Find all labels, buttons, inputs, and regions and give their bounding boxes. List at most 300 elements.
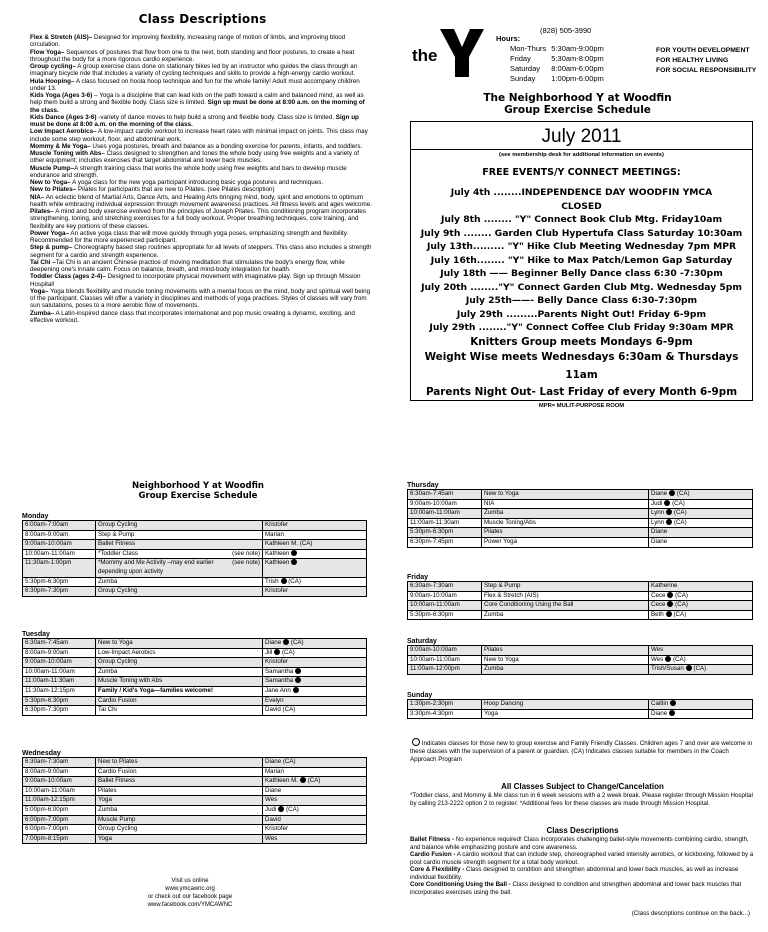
day-label: Wednesday	[22, 750, 61, 757]
class-name: Ballet Fitness	[98, 540, 136, 548]
class-cell	[96, 667, 263, 677]
class-name: New to Yoga	[484, 655, 519, 663]
instructor-cell	[263, 786, 367, 796]
class-description-item: Pilates– A mind and body exercise evolved from the principles of Joseph Pilates. This conditioning program incorporates strengthening, toning, and stretching exercises for a full body workout. Proper breathing techniques, core training, and flexibility are key portions of these classes.	[30, 208, 366, 230]
smiley-icon	[291, 550, 297, 556]
instructor-name: David	[265, 706, 281, 714]
time-cell: 6:00am-7:00am	[23, 521, 96, 531]
instructor-name: Kristofer	[265, 587, 289, 595]
instructor-name: Marian	[265, 530, 284, 538]
class-description-item: Core & Flexibility - Class designed to condition and strengthen abdominal and lower back muscles, as well as increase individual flexibility.	[410, 866, 739, 881]
saturday-section	[407, 638, 753, 675]
coach-approach-tag: (CA)	[671, 655, 686, 663]
time-cell: 9:00am-10:00am	[408, 646, 482, 656]
table-row	[23, 639, 367, 649]
parents-night-line: Parents Night Out- Last Friday of every Month 6-9pm	[425, 385, 738, 398]
class-cell	[96, 577, 263, 587]
class-name: Muscle Toning/Abs	[484, 518, 536, 526]
class-description-item: Core Conditioning Using the Ball - Class designed to condition and strengthen abdominal and lower back muscles that incorporates exercises using the ball.	[410, 881, 742, 896]
table-row	[23, 667, 367, 677]
smiley-icon	[291, 559, 297, 565]
instructor-name: Samantha	[265, 667, 294, 675]
class-cell	[482, 610, 649, 620]
instructor-cell	[263, 587, 367, 597]
time-cell: 10:00am-11:00am	[23, 786, 96, 796]
class-description-item: Toddler Class (ages 2-4)– Designed to incorporate physical movement with imaginative play. Sign up through Mission Hospital!	[30, 273, 361, 288]
table-row	[408, 582, 753, 592]
table-row	[408, 537, 753, 547]
hours-day: Sunday	[510, 74, 536, 83]
class-description-item: NIA– An eclectic blend of Martial Arts, Dance Arts, and Healing Arts bringing mind, body, spirit and emotions to optimum health while embracing individual expression through movement awareness practices. All fitness levels and ages welcome.	[30, 193, 372, 208]
time-cell: 9:00am-10:00am	[23, 777, 96, 787]
class-descriptions-2	[410, 836, 755, 896]
coach-approach-tag: (CA)	[280, 706, 296, 714]
hours-day: Saturday	[510, 64, 541, 73]
event-line: July 8th ........ "Y" Connect Book Club Mtg. Friday10am	[440, 214, 723, 225]
class-cell	[96, 639, 263, 649]
events-box	[410, 121, 753, 409]
class-name: New to Pilates	[98, 758, 138, 765]
table-row	[408, 499, 753, 509]
time-cell: 6:30am-7:45am	[408, 490, 482, 500]
legend	[410, 738, 755, 764]
day-label: Thursday	[407, 482, 439, 489]
time-cell: 5:00pm-6:00pm	[23, 805, 96, 815]
table-row	[23, 540, 367, 550]
class-cell	[482, 646, 649, 656]
day-label: Monday	[22, 513, 49, 520]
coach-approach-tag: (CA)	[298, 540, 313, 548]
hours-label: Hours:	[496, 34, 521, 43]
instructor-name: Cece	[651, 601, 666, 609]
weight-wise-line: Weight Wise meets Wednesdays 6:30am & Thursdays	[424, 350, 739, 363]
sunday-section	[407, 692, 753, 719]
time-cell: 6:00pm-7:00pm	[23, 825, 96, 835]
time-cell: 8:00am-9:00am	[23, 530, 96, 540]
time-cell: 6:30pm-7:30pm	[23, 587, 96, 597]
class-cell	[96, 658, 263, 668]
coach-approach-tag: (CA)	[672, 518, 687, 526]
events-list	[411, 186, 752, 350]
time-cell: 9:00am-10:00am	[23, 540, 96, 550]
instructor-cell	[649, 499, 753, 509]
table-row	[23, 796, 367, 806]
time-cell: 3:30pm-4:30pm	[408, 709, 482, 719]
time-cell: 5:30pm-6:30pm	[23, 696, 96, 706]
class-name: Step & pump–	[30, 244, 73, 252]
instructor-name: Kathleen	[265, 559, 290, 567]
instructor-cell	[263, 777, 367, 787]
class-description-item: New to Pilates– Pilates for participants that are new to Pilates. (see Pilates description)	[30, 186, 275, 194]
instructor-name: Diane	[265, 786, 282, 794]
table-row	[408, 655, 753, 665]
class-cell	[96, 706, 263, 716]
monday-table	[22, 520, 367, 597]
table-row	[23, 521, 367, 531]
see-note: (see note)	[232, 549, 260, 557]
event-line: July 29th .........Parents Night Out! Friday 6-9pm	[456, 308, 707, 320]
hours-row	[496, 74, 609, 84]
class-name: Muscle Toning with Abs–	[30, 150, 105, 157]
coach-approach-tag: (CA)	[280, 648, 295, 656]
instructor-cell	[263, 667, 367, 677]
time-cell: 8:00am-9:00am	[23, 767, 96, 777]
class-name: Tai Chi –	[30, 258, 56, 266]
table-row	[23, 767, 367, 777]
table-row	[23, 805, 367, 815]
instructor-name: Judi	[651, 499, 663, 507]
time-cell: 6:30pm-7:30pm	[23, 706, 96, 716]
class-name: Mommy & Me Yoga–	[30, 142, 91, 150]
class-name: Core Conditioning Using the Ball -	[410, 881, 511, 888]
coach-approach-tag: (CA)	[306, 777, 321, 785]
instructor-cell	[263, 706, 367, 716]
time-cell: 10:00am-11:00am	[408, 509, 482, 519]
table-row	[408, 601, 753, 611]
class-name: Cardio Fusion -	[410, 851, 456, 858]
time-cell: 1:30pm-2:30pm	[408, 700, 482, 710]
change-heading: All Classes Subject to Change/Cancelation	[501, 782, 664, 791]
table-row	[408, 709, 753, 719]
time-cell: 10:00am-11:00am	[408, 655, 482, 665]
class-name: New to Yoga–	[30, 179, 71, 186]
table-row	[23, 825, 367, 835]
time-cell: 11:00am-12:00pm	[408, 665, 482, 675]
class-name: Group Cycling	[98, 825, 138, 833]
class-name: Pilates	[484, 646, 503, 653]
class-description-item: Cardio Fusion - A cardio workout that can include step, choreographed varied intensity aerobics, or kickboxing, followed by a post cardio muscle strength segment for a total body workout.	[410, 851, 754, 866]
class-description-item: Flex & Stretch (AIS)– Designed for improving flexibility, increasing range of motion of limbs, and improving blood circulation.	[30, 34, 346, 49]
class-cell	[482, 709, 649, 719]
table-row	[23, 834, 367, 844]
instructor-cell	[649, 665, 753, 675]
class-name: Hoop Dancing	[484, 700, 524, 707]
wednesday-section	[22, 750, 367, 844]
instructor-name: Kristofer	[265, 521, 289, 528]
instructor-name: Evelyn	[265, 696, 284, 704]
mission-line: FOR SOCIAL RESPONSIBILITY	[656, 67, 757, 74]
hours-time: 5:30am-8:00pm	[551, 54, 604, 63]
class-cell	[96, 767, 263, 777]
class-name: Power Yoga–	[30, 229, 69, 237]
instructor-name: Kathleen M.	[265, 540, 299, 548]
table-row	[23, 587, 367, 597]
class-name: Zumba	[98, 577, 118, 585]
class-name: Muscle Pump–	[30, 164, 75, 172]
class-name: Zumba–	[30, 309, 55, 317]
time-cell: 5:30pm-6:30pm	[408, 610, 482, 620]
class-cell	[96, 758, 263, 768]
instructor-cell	[263, 658, 367, 668]
coach-approach-tag: (CA)	[673, 601, 688, 609]
hours-day: Mon-Thurs	[510, 44, 547, 53]
class-cell	[482, 582, 649, 592]
thursday-table	[407, 489, 753, 548]
table-row	[408, 646, 753, 656]
event-line: July 18th —— Beginner Belly Dance class 6:30 -7:30pm	[440, 268, 723, 279]
table-row	[408, 591, 753, 601]
instructor-name: Caitlin	[651, 700, 669, 707]
class-description-item: Step & pump– Choreography based step routines appropriate for all levels of steppers. This class also includes a strength segment for a cardio and strength experience.	[30, 244, 372, 259]
time-cell: 6:30am-7:30am	[408, 582, 482, 592]
instructor-cell	[263, 825, 367, 835]
instructor-name: Wes	[265, 796, 278, 804]
class-description-item: Muscle Toning with Abs– Class designed to strengthen and tones the whole body using free weights and a variety of other equipment; includes exercises that target abdominal and lower back muscles.	[30, 150, 360, 165]
website-link[interactable]: www.ymcawnc.org	[165, 886, 215, 892]
class-name: New to Yoga	[98, 639, 133, 646]
class-name: Kids Yoga (Ages 3-6)	[30, 92, 93, 99]
instructor-name: Cece	[651, 591, 666, 599]
instructor-cell	[263, 639, 367, 649]
hours-row	[496, 64, 609, 74]
instructor-cell	[263, 530, 367, 540]
hours-time: 8:00am-6:00pm	[551, 64, 604, 73]
instructor-cell	[263, 767, 367, 777]
class-name: Low-Impact Aerobics	[98, 648, 156, 656]
class-name: Zumba	[484, 665, 504, 673]
instructor-cell	[649, 709, 753, 719]
class-cell	[482, 509, 649, 519]
legend-text: Indicates classes for those new to group exercise and Family Friendly Classes. Children ages 7 and over are welcome in these classes with the supervision of a parent or guardian. (CA) Indicates classes suitable for members in the Coach Approach Program	[410, 740, 753, 763]
time-cell: 11:00am-12:15pm	[23, 796, 96, 806]
time-cell: 10:00am-11:00am	[23, 549, 96, 559]
class-name: Tai Chi	[98, 706, 117, 714]
class-cell	[96, 540, 263, 550]
class-description-item: Kids Yoga (Ages 3-6) – Yoga is a discipline that can lead kids on the path toward a calm and balanced mind, as well as help them build a strong and flexible body. Class size is limited. Sign up must be done at 8:00 a.m. on the morning of the class.	[30, 92, 365, 114]
class-name: Ballet Fitness	[98, 777, 136, 785]
class-name: Group Cycling	[98, 521, 138, 528]
class-descriptions	[30, 12, 375, 324]
class-description-item: New to Yoga– A yoga class for the new yoga participant introducing basic yoga postures and techniques.	[30, 179, 324, 186]
mission-line: FOR YOUTH DEVELOPMENT	[656, 47, 750, 54]
class-cell	[96, 559, 263, 577]
change-text: *Toddler class, and Mommy & Me class run in 6 week sessions with a 2 week break. Please register through Mission Hospital by calling 213-2222 option 2 to register. *Additional fees for these classes are made through Mission Hospital.	[410, 792, 753, 807]
class-name: Zumba	[98, 805, 118, 813]
instructor-name: Lynn	[651, 509, 665, 517]
class-description-item: Hula Hooping– A class focused on hoola hoop technique and fun for the whole family! Adult must accompany children under 13.	[30, 77, 360, 92]
time-cell: 6:30am-7:30am	[23, 758, 96, 768]
instructor-cell	[263, 648, 367, 658]
class-name: Cardio Fusion	[98, 767, 137, 775]
table-row	[23, 777, 367, 787]
mission-line: FOR HEALTHY LIVING	[656, 57, 729, 64]
class-cell	[96, 696, 263, 706]
class-name: Toddler Class (ages 2-4)–	[30, 273, 106, 281]
smiley-icon	[295, 677, 301, 683]
event-line: Knitters Group meets Mondays 6-9pm	[470, 335, 693, 348]
instructor-cell	[649, 591, 753, 601]
event-line: July 9th ........ Garden Club Hypertufa Class Saturday 10:30am	[420, 227, 743, 239]
class-cell	[96, 805, 263, 815]
class-name: Hula Hooping–	[30, 77, 75, 85]
class-cell	[96, 521, 263, 531]
event-line: CLOSED	[561, 200, 602, 212]
class-name: Flex & Stretch (AIS)–	[30, 34, 93, 41]
instructor-name: Kathleen	[265, 549, 290, 557]
instructor-cell	[649, 518, 753, 528]
class-cell	[96, 648, 263, 658]
smiley-icon	[670, 700, 676, 706]
instructor-name: Kristofer	[265, 658, 289, 666]
phone-number: (828) 505-3990	[540, 26, 592, 35]
time-cell: 9:00am-10:00am	[23, 658, 96, 668]
table-row	[408, 700, 753, 710]
time-cell: 6:30pm-7:45pm	[408, 537, 482, 547]
class-description-item: Yoga– Yoga blends flexibility and muscle toning movements with a mental focus on the mind, body and spiritual well being of the participant. Classes will offer a variety in disciplines and methods of yoga practices. Styles of classes will vary from sun salutations, poses to a more aerobic flow of movements.	[30, 287, 371, 310]
time-cell: 5:30pm-6:30pm	[408, 528, 482, 538]
table-row	[408, 610, 753, 620]
class-description-item: Flow Yoga– Sequences of postures that flow from one to the next, both standing and floor postures, to create a heat throughout the body for a more rigorous cardio experience.	[30, 48, 355, 63]
class-descriptions-body	[30, 34, 375, 324]
table-row	[23, 658, 367, 668]
instructor-name: Jane Ann	[265, 686, 291, 694]
table-row	[408, 490, 753, 500]
table-row	[23, 577, 367, 587]
instructor-name: Marian	[265, 767, 284, 775]
wednesday-table	[22, 757, 367, 844]
table-row	[23, 706, 367, 716]
coach-approach-tag: (CA)	[281, 758, 296, 765]
ymca-logo	[410, 25, 492, 85]
instructor-cell	[263, 696, 367, 706]
class-name: New to Pilates–	[30, 186, 77, 194]
table-row	[23, 786, 367, 796]
table-row	[23, 677, 367, 687]
class-name: Power Yoga	[484, 537, 518, 545]
day-label: Sunday	[407, 692, 433, 699]
hours-day: Friday	[510, 54, 531, 63]
instructor-cell	[649, 537, 753, 547]
instructor-cell	[649, 509, 753, 519]
time-cell: 11:30am-1:00pm	[23, 559, 96, 577]
instructor-cell	[263, 549, 367, 559]
class-name: Zumba	[484, 610, 504, 618]
class-name: Yoga	[98, 834, 112, 842]
instructor-cell	[263, 559, 367, 577]
table-row	[23, 758, 367, 768]
class-cell	[96, 549, 263, 559]
time-cell: 11:00am-11:30am	[23, 677, 96, 687]
class-cell	[96, 825, 263, 835]
instructor-cell	[649, 610, 753, 620]
class-name: Step & Pump	[484, 582, 521, 589]
class-descriptions-title: Class Descriptions	[138, 12, 267, 26]
time-cell: 6:00pm-7:00pm	[23, 815, 96, 825]
friday-section	[407, 574, 753, 620]
time-cell: 9:00am-10:00am	[408, 499, 482, 509]
class-cell	[482, 518, 649, 528]
class-name: Muscle Pump	[98, 815, 136, 823]
event-line: July 25th——- Belly Dance Class 6:30-7:30pm	[465, 295, 698, 306]
class-name: Core & Flexibility -	[410, 866, 465, 873]
instructor-name: Trish	[265, 577, 279, 585]
coach-approach-tag: (CA)	[671, 610, 687, 618]
class-cell	[482, 700, 649, 710]
day-label: Tuesday	[22, 631, 50, 638]
left-schedule-title: Neighborhood Y at Woodfin Group Exercise Schedule	[132, 481, 264, 501]
instructor-cell	[263, 758, 367, 768]
time-cell: 11:30am-12:15pm	[23, 686, 96, 696]
instructor-name: Wes	[651, 646, 664, 653]
instructor-cell	[649, 528, 753, 538]
instructor-cell	[263, 577, 367, 587]
signup-note: Sign up must be done at 8:00 a.m. on the morning of the class.	[30, 99, 365, 114]
coach-approach-tag: (CA)	[286, 577, 301, 585]
class-description-item: Muscle Pump–A strength training class that works the whole body using free weights and bars to develop muscle endurance and strength.	[30, 164, 347, 179]
class-cell	[96, 677, 263, 687]
coach-approach-tag: (CA)	[670, 499, 685, 507]
instructor-cell	[649, 582, 753, 592]
class-name: Yoga–	[30, 287, 49, 295]
smiley-icon	[669, 710, 675, 716]
class-cell	[482, 601, 649, 611]
instructor-name: Samantha	[265, 677, 294, 685]
class-cell	[482, 490, 649, 500]
class-description-item: Low Impact Aerobics– A low-impact cardio workout to increase heart rates with minimal impact on joints. This class may include some step workout, floor, and abdominal work.	[30, 128, 368, 143]
instructor-name: Trish/Susan	[651, 665, 684, 673]
instructor-name: Diane	[651, 537, 668, 545]
time-cell: 8:00am-9:00am	[23, 648, 96, 658]
time-cell: 6:30am-7:45am	[23, 639, 96, 649]
instructor-cell	[263, 815, 367, 825]
see-note: (see note)	[232, 559, 260, 567]
class-description-item: Mommy & Me Yoga– Uses yoga postures, breath and balance as a bonding exercise for parents, infants, and toddlers.	[30, 142, 363, 150]
signup-note: Sign up must be done at 8:00 a.m. on the morning of the class.	[30, 113, 359, 128]
instructor-cell	[649, 655, 753, 665]
class-name: Group Cycling	[98, 658, 138, 666]
table-row	[408, 509, 753, 519]
saturday-table	[407, 645, 753, 675]
facebook-link[interactable]: www.facebook.com/YMCAWNC	[147, 902, 233, 908]
class-name: Flex & Stretch (AIS)	[484, 591, 539, 599]
table-row	[23, 648, 367, 658]
event-line: July 4th ........INDEPENDENCE DAY WOODFIN YMCA	[450, 187, 713, 198]
instructor-cell	[649, 601, 753, 611]
events-heading: FREE EVENTS/Y CONNECT MEETINGS:	[482, 167, 681, 178]
coach-approach-tag: (CA)	[675, 490, 690, 497]
class-description-item: Kids Dance (Ages 3-6) -variety of dance moves to help build a strong and flexible body. Class size is limited. Sign up must be done at 8:00 a.m. on the morning of the class.	[30, 113, 359, 128]
class-cell	[482, 655, 649, 665]
class-name: Family / Kid's Yoga—families welcome!	[98, 686, 214, 694]
class-cell	[482, 528, 649, 538]
class-name: Group cycling–	[30, 63, 76, 70]
class-cell	[96, 815, 263, 825]
class-cell	[96, 530, 263, 540]
class-cell	[96, 834, 263, 844]
smiley-icon	[293, 687, 299, 693]
hours-time: 1:00pm-6:00pm	[551, 74, 604, 83]
time-cell: 10:00am-11:00am	[23, 667, 96, 677]
hours-row	[496, 54, 609, 64]
class-name: Core Conditioning Using the Ball	[484, 601, 574, 609]
class-name: New to Yoga	[484, 490, 519, 497]
instructor-name: Diane	[651, 490, 668, 497]
hours-time: 5:30am-9:00pm	[551, 44, 604, 53]
logo-text: the	[412, 46, 438, 65]
class-name: Muscle Toning with Abs	[98, 677, 163, 685]
table-row	[23, 815, 367, 825]
hours-row	[496, 44, 609, 54]
table-row	[23, 686, 367, 696]
table-row	[408, 518, 753, 528]
instructor-name: Wes	[651, 655, 664, 663]
time-cell: 10:00am-11:00am	[408, 601, 482, 611]
tuesday-section	[22, 631, 367, 716]
class-name: Group Cycling	[98, 587, 138, 595]
thursday-section	[407, 482, 753, 548]
class-description-item: Power Yoga– An active yoga class that will move quickly through yoga poses, emphasizing strength and flexibility. Recommended for the more experienced participant.	[30, 229, 349, 244]
coach-approach-tag: (CA)	[673, 591, 688, 599]
